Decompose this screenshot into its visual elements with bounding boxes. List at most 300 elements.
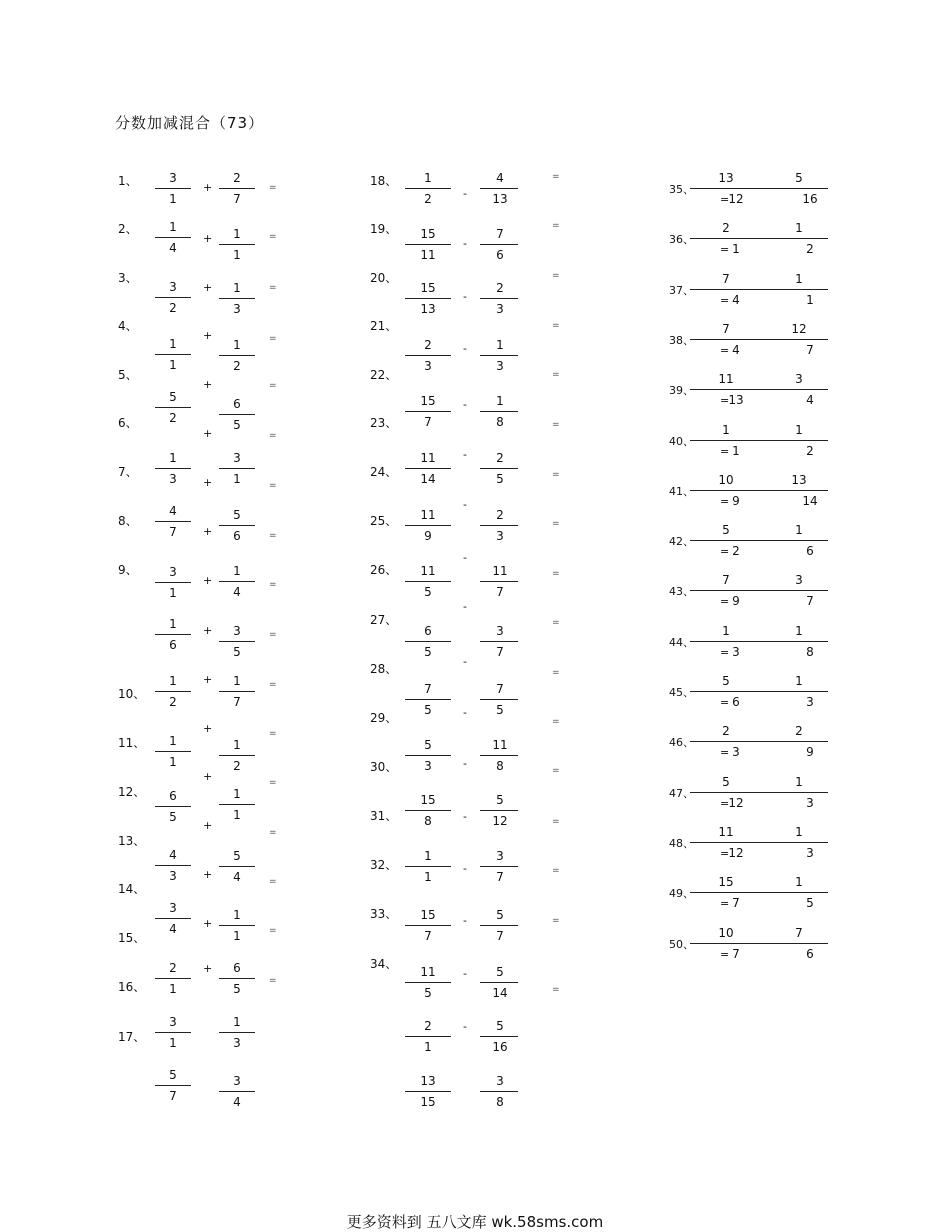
minus-sign: - (463, 342, 467, 355)
numerator: 7 (424, 682, 432, 696)
fraction-bar (155, 1085, 191, 1086)
fraction-bar (405, 525, 451, 526)
problem-number: 6、 (118, 416, 138, 430)
problem-number: 22、 (370, 368, 398, 382)
denominator: 16 (492, 1040, 508, 1054)
numerator: 2 (496, 508, 504, 522)
numerator: 1 (233, 738, 241, 752)
fraction-bar (480, 925, 518, 926)
denominator: 16 (802, 192, 818, 206)
problem-number: 35、 (669, 183, 694, 196)
fraction-bar (690, 440, 764, 441)
numerator: 5 (795, 171, 803, 185)
fraction-bar (690, 741, 764, 742)
problem-number: 47、 (669, 786, 694, 800)
numerator: 1 (169, 734, 177, 748)
denominator: 3 (496, 529, 504, 543)
denominator: 1 (169, 586, 177, 600)
fraction-bar (155, 865, 191, 866)
fraction-bar (690, 238, 764, 239)
denominator: 4 (732, 342, 740, 357)
problem-number: 13、 (118, 834, 146, 848)
equals-sign: = (720, 545, 730, 559)
equals-sign: = (552, 321, 560, 331)
denominator: 7 (496, 870, 504, 884)
plus-sign: + (203, 281, 213, 294)
fraction-bar (764, 741, 828, 742)
fraction-bar (155, 918, 191, 919)
denominator: 2 (806, 443, 814, 458)
numerator: 2 (722, 221, 730, 236)
denominator: 7 (732, 946, 740, 961)
problem-number: 11、 (118, 736, 146, 750)
numerator: 11 (420, 965, 436, 979)
denominator: 1 (169, 358, 177, 372)
equals-sign: = (269, 778, 277, 788)
equals-sign: = (269, 828, 277, 838)
denominator: 4 (233, 585, 241, 599)
numerator: 1 (496, 394, 504, 408)
fraction-bar (405, 641, 451, 642)
numerator: 1 (233, 227, 241, 241)
fraction-bar (405, 810, 451, 811)
denominator: 6 (806, 544, 814, 559)
problem-number: 16、 (118, 980, 146, 994)
fraction-bar (764, 792, 828, 793)
problem-number: 5、 (118, 368, 138, 382)
numerator: 5 (496, 1019, 504, 1033)
fraction-bar (480, 982, 518, 983)
plus-sign: + (203, 673, 213, 686)
numerator: 1 (795, 221, 803, 236)
denominator: 3 (424, 359, 432, 373)
problem-number: 18、 (370, 174, 398, 188)
equals-sign: = (720, 595, 730, 609)
equals-sign: = (269, 381, 277, 391)
fraction-bar (155, 582, 191, 583)
denominator: 1 (169, 192, 177, 206)
fraction-bar (690, 943, 764, 944)
problem-number: 45、 (669, 686, 694, 699)
fraction-bar (219, 355, 255, 356)
fraction-bar (219, 1091, 255, 1092)
numerator: 1 (233, 564, 241, 578)
problem-number: 46、 (669, 736, 694, 750)
fraction-bar (690, 339, 764, 340)
minus-sign: - (463, 757, 467, 770)
denominator: 12 (728, 795, 744, 810)
equals-sign: = (552, 717, 560, 727)
denominator: 6 (732, 695, 740, 709)
problem-number: 31、 (370, 809, 398, 823)
fraction-bar (405, 925, 451, 926)
denominator: 4 (169, 241, 177, 255)
problem-number: 36、 (669, 233, 694, 247)
numerator: 5 (496, 793, 504, 807)
fraction-bar (690, 641, 764, 642)
fraction-bar (690, 792, 764, 793)
problem-number: 32、 (370, 858, 398, 872)
numerator: 3 (169, 171, 177, 185)
plus-sign: + (203, 476, 213, 489)
plus-sign: + (203, 525, 213, 538)
equals-sign: = (269, 729, 277, 739)
fraction-bar (480, 244, 518, 245)
numerator: 1 (169, 451, 177, 465)
equals-sign: = (720, 645, 730, 659)
equals-sign: = (269, 580, 277, 590)
fraction-bar (480, 755, 518, 756)
fraction-bar (480, 188, 518, 189)
problem-number: 48、 (669, 836, 694, 850)
numerator: 1 (233, 1015, 241, 1029)
denominator: 4 (233, 870, 241, 884)
numerator: 3 (496, 1074, 504, 1088)
equals-sign: = (552, 271, 560, 281)
fraction-bar (480, 468, 518, 469)
fraction-bar (219, 414, 255, 415)
denominator: 3 (806, 795, 814, 810)
fraction-bar (764, 842, 828, 843)
fraction-bar (155, 1032, 191, 1033)
fraction-bar (480, 525, 518, 526)
fraction-bar (480, 298, 518, 299)
denominator: 1 (806, 292, 814, 307)
denominator: 7 (806, 342, 814, 357)
problem-number: 27、 (370, 613, 398, 627)
denominator: 4 (169, 922, 177, 936)
minus-sign: - (463, 914, 467, 927)
fraction-bar (155, 188, 191, 189)
problem-number: 25、 (370, 514, 398, 528)
minus-sign: - (463, 600, 467, 613)
denominator: 7 (233, 192, 241, 206)
numerator: 7 (722, 321, 730, 336)
denominator: 12 (728, 845, 744, 860)
numerator: 11 (492, 738, 508, 752)
numerator: 1 (169, 220, 177, 234)
problem-number: 17、 (118, 1030, 146, 1044)
numerator: 7 (795, 925, 803, 940)
fraction-bar (764, 943, 828, 944)
numerator: 3 (496, 624, 504, 638)
denominator: 15 (420, 1095, 436, 1109)
numerator: 3 (169, 280, 177, 294)
equals-sign: = (720, 746, 730, 760)
denominator: 1 (169, 982, 177, 996)
denominator: 5 (806, 896, 814, 911)
denominator: 1 (233, 929, 241, 943)
equals-sign: = (720, 444, 730, 458)
equals-sign: = (552, 420, 560, 430)
minus-sign: - (463, 187, 467, 200)
denominator: 3 (233, 1036, 241, 1050)
numerator: 1 (795, 875, 803, 890)
problem-number: 37、 (669, 283, 694, 297)
numerator: 4 (496, 171, 504, 185)
numerator: 5 (233, 849, 241, 863)
fraction-bar (690, 842, 764, 843)
denominator: 9 (732, 594, 740, 609)
equals-sign: = (269, 680, 277, 690)
denominator: 1 (732, 242, 740, 257)
numerator: 1 (233, 674, 241, 688)
problem-number: 23、 (370, 416, 398, 430)
numerator: 15 (420, 227, 436, 241)
minus-sign: - (463, 498, 467, 511)
denominator: 12 (728, 192, 744, 206)
fraction-bar (405, 411, 451, 412)
numerator: 1 (233, 908, 241, 922)
equals-sign: = (720, 947, 730, 961)
denominator: 13 (420, 302, 436, 316)
plus-sign: + (203, 427, 213, 440)
denominator: 2 (732, 544, 740, 559)
plus-sign: + (203, 574, 213, 587)
equals-sign: = (552, 766, 560, 776)
numerator: 2 (496, 451, 504, 465)
plus-sign: + (203, 770, 213, 783)
fraction-bar (690, 188, 764, 189)
fraction-bar (690, 691, 764, 692)
numerator: 1 (795, 824, 803, 839)
numerator: 3 (233, 451, 241, 465)
minus-sign: - (463, 1020, 467, 1033)
numerator: 3 (795, 573, 803, 588)
equals-sign: = (269, 334, 277, 344)
denominator: 3 (732, 745, 740, 760)
fraction-bar (155, 978, 191, 979)
fraction-bar (405, 188, 451, 189)
problem-number: 10、 (118, 687, 146, 701)
equals-sign: = (552, 172, 560, 182)
denominator: 7 (424, 929, 432, 943)
numerator: 11 (718, 372, 734, 387)
numerator: 7 (496, 227, 504, 241)
fraction-bar (690, 389, 764, 390)
numerator: 5 (722, 674, 730, 688)
numerator: 1 (169, 337, 177, 351)
problem-number: 1、 (118, 174, 138, 188)
numerator: 1 (795, 674, 803, 688)
minus-sign: - (463, 655, 467, 668)
numerator: 6 (233, 961, 241, 975)
denominator: 6 (233, 529, 241, 543)
fraction-bar (155, 751, 191, 752)
denominator: 5 (233, 645, 241, 659)
minus-sign: - (463, 810, 467, 823)
numerator: 4 (169, 848, 177, 862)
numerator: 5 (496, 965, 504, 979)
numerator: 11 (420, 451, 436, 465)
fraction-bar (764, 540, 828, 541)
problem-number: 38、 (669, 333, 694, 347)
numerator: 2 (496, 281, 504, 295)
denominator: 7 (424, 415, 432, 429)
problem-number: 9、 (118, 563, 138, 577)
numerator: 5 (496, 908, 504, 922)
fraction-bar (155, 407, 191, 408)
numerator: 2 (795, 724, 803, 739)
denominator: 3 (233, 302, 241, 316)
numerator: 11 (718, 824, 734, 839)
numerator: 1 (233, 338, 241, 352)
fraction-bar (155, 354, 191, 355)
equals-sign: = (552, 618, 560, 628)
numerator: 10 (718, 472, 734, 487)
numerator: 6 (424, 624, 432, 638)
fraction-bar (405, 1091, 451, 1092)
fraction-bar (480, 810, 518, 811)
numerator: 2 (424, 1019, 432, 1033)
numerator: 11 (420, 508, 436, 522)
numerator: 15 (420, 394, 436, 408)
denominator: 7 (169, 525, 177, 539)
equals-sign: = (552, 985, 560, 995)
numerator: 15 (420, 281, 436, 295)
numerator: 4 (169, 504, 177, 518)
fraction-bar (155, 237, 191, 238)
fraction-bar (480, 699, 518, 700)
equals-sign: = (269, 926, 277, 936)
numerator: 1 (169, 617, 177, 631)
equals-sign: = (552, 817, 560, 827)
denominator: 7 (169, 1089, 177, 1103)
numerator: 6 (169, 789, 177, 803)
numerator: 1 (424, 171, 432, 185)
minus-sign: - (463, 237, 467, 250)
fraction-bar (219, 581, 255, 582)
denominator: 2 (169, 695, 177, 709)
problem-number: 7、 (118, 465, 138, 479)
numerator: 5 (169, 390, 177, 404)
minus-sign: - (463, 398, 467, 411)
numerator: 10 (718, 925, 734, 940)
fraction-bar (690, 490, 764, 491)
numerator: 1 (795, 271, 803, 286)
numerator: 1 (722, 623, 730, 638)
fraction-bar (690, 892, 764, 893)
minus-sign: - (463, 448, 467, 461)
equals-sign: = (720, 696, 730, 709)
fraction-bar (155, 297, 191, 298)
fraction-bar (155, 521, 191, 522)
equals-sign: = (552, 569, 560, 579)
problem-number: 33、 (370, 907, 398, 921)
footer-text: 更多资料到 五八文库 wk.58sms.com (346, 1213, 604, 1231)
equals-sign: = (552, 916, 560, 926)
problem-number: 2、 (118, 222, 138, 236)
minus-sign: - (463, 967, 467, 980)
denominator: 8 (424, 814, 432, 828)
equals-sign: = (269, 877, 277, 887)
fraction-bar (155, 634, 191, 635)
fraction-bar (480, 1036, 518, 1037)
problem-number: 30、 (370, 760, 398, 774)
fraction-bar (690, 590, 764, 591)
denominator: 5 (424, 645, 432, 659)
fraction-bar (764, 440, 828, 441)
minus-sign: - (463, 290, 467, 303)
fraction-bar (764, 389, 828, 390)
plus-sign: + (203, 962, 213, 975)
denominator: 4 (233, 1095, 241, 1109)
denominator: 1 (169, 1036, 177, 1050)
denominator: 7 (806, 594, 814, 609)
equals-sign: = (269, 431, 277, 441)
denominator: 5 (496, 703, 504, 717)
equals-sign: = (720, 897, 730, 911)
fraction-bar (764, 590, 828, 591)
denominator: 12 (492, 814, 508, 828)
denominator: 2 (169, 301, 177, 315)
fraction-bar (480, 866, 518, 867)
fraction-bar (155, 691, 191, 692)
equals-sign: = (552, 370, 560, 380)
denominator: 8 (806, 644, 814, 659)
fraction-bar (219, 978, 255, 979)
fraction-bar (764, 289, 828, 290)
fraction-bar (219, 468, 255, 469)
denominator: 4 (806, 393, 814, 408)
fraction-bar (405, 468, 451, 469)
problem-number: 15、 (118, 931, 146, 945)
numerator: 11 (492, 564, 508, 578)
problem-number: 21、 (370, 319, 398, 333)
problem-number: 42、 (669, 535, 694, 549)
equals-sign: = (552, 221, 560, 231)
numerator: 5 (722, 774, 730, 789)
denominator: 1 (732, 443, 740, 458)
denominator: 9 (806, 745, 814, 760)
numerator: 11 (420, 564, 436, 578)
problem-number: 39、 (669, 384, 694, 398)
fraction-bar (219, 641, 255, 642)
page-title: 分数加减混合（73） (115, 114, 265, 132)
denominator: 5 (424, 986, 432, 1000)
fraction-bar (764, 188, 828, 189)
denominator: 1 (424, 1040, 432, 1054)
denominator: 9 (424, 529, 432, 543)
numerator: 13 (718, 171, 734, 185)
fraction-bar (690, 289, 764, 290)
denominator: 14 (802, 493, 818, 508)
fraction-bar (480, 1091, 518, 1092)
fraction-bar (480, 581, 518, 582)
fraction-bar (480, 411, 518, 412)
denominator: 5 (233, 982, 241, 996)
numerator: 5 (169, 1068, 177, 1082)
denominator: 5 (424, 585, 432, 599)
problem-number: 34、 (370, 957, 398, 971)
denominator: 14 (492, 986, 508, 1000)
fraction-bar (764, 238, 828, 239)
numerator: 3 (233, 1074, 241, 1088)
denominator: 1 (233, 472, 241, 486)
numerator: 1 (233, 281, 241, 295)
fraction-bar (405, 355, 451, 356)
problem-number: 12、 (118, 785, 146, 799)
equals-sign: = (720, 343, 730, 357)
fraction-bar (405, 244, 451, 245)
equals-sign: = (552, 519, 560, 529)
equals-sign: = (552, 866, 560, 876)
fraction-bar (219, 525, 255, 526)
problem-number: 20、 (370, 271, 398, 285)
problem-number: 50、 (669, 937, 694, 951)
problem-number: 14、 (118, 882, 146, 896)
minus-sign: - (463, 862, 467, 875)
